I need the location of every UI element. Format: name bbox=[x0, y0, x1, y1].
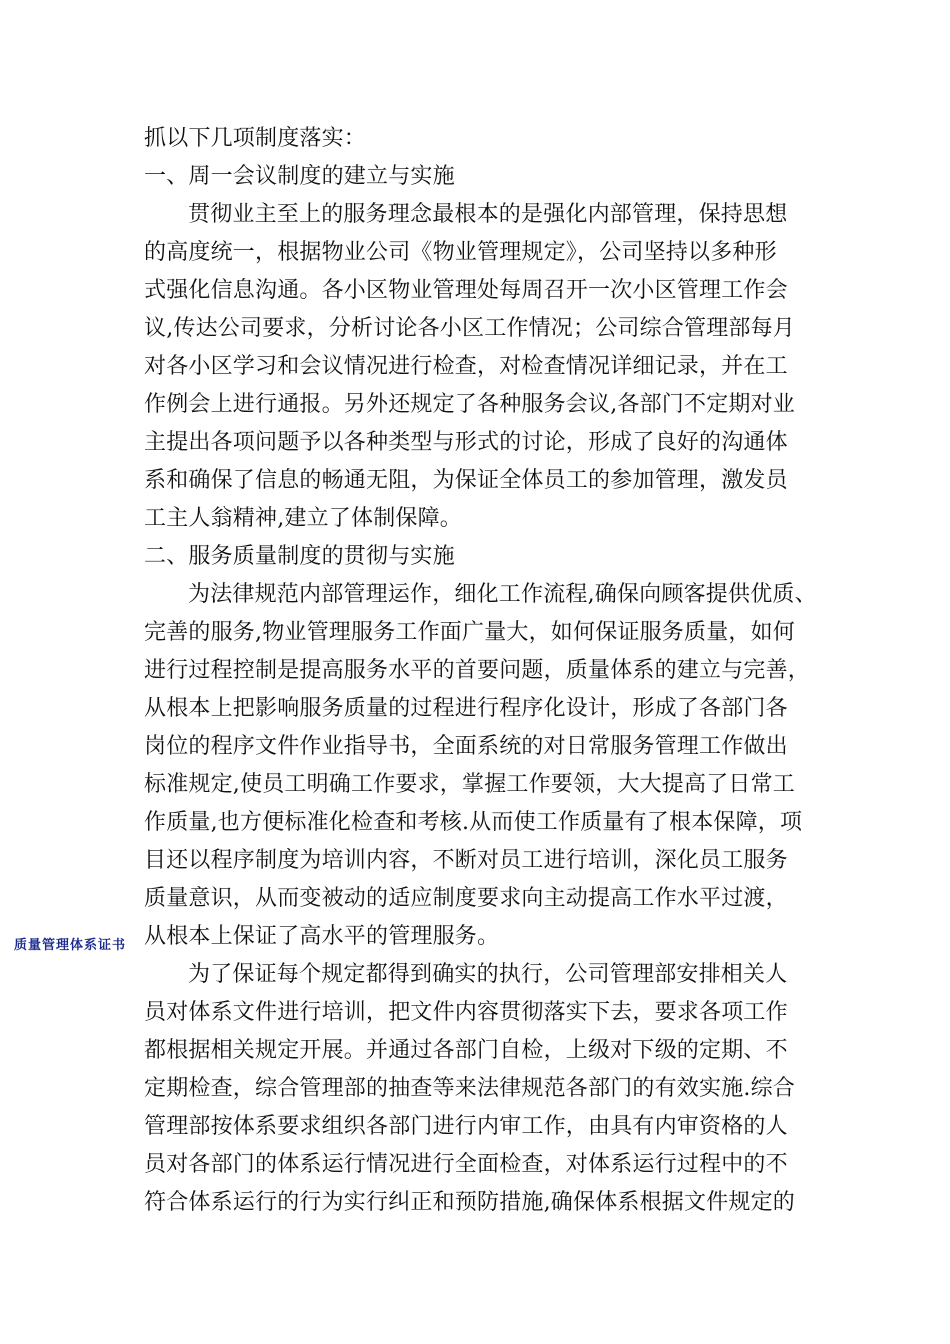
body-text-line: 标准规定,使员工明确工作要求，掌握工作要领，大大提高了日常工 bbox=[144, 772, 795, 797]
body-text-line: 对各小区学习和会议情况进行检查，对检查情况详细记录，并在工 bbox=[144, 354, 788, 379]
body-text-line: 作质量,也方便标准化检查和考核.从而使工作质量有了根本保障，项 bbox=[144, 810, 803, 835]
body-text-line: 议,传达公司要求，分析讨论各小区工作情况；公司综合管理部每月 bbox=[144, 316, 795, 341]
body-text-line: 进行过程控制是提高服务水平的首要问题，质量体系的建立与完善， bbox=[144, 658, 811, 683]
body-text-line: 员对各部门的体系运行情况进行全面检查，对体系运行过程中的不 bbox=[144, 1152, 788, 1177]
body-text-line: 质量意识，从而变被动的适应制度要求向主动提高工作水平过渡， bbox=[144, 886, 788, 911]
body-text-line: 式强化信息沟通。各小区物业管理处每周召开一次小区管理工作会 bbox=[144, 278, 788, 303]
body-text-line: 为了保证每个规定都得到确实的执行，公司管理部安排相关人 bbox=[188, 962, 788, 987]
body-text-line: 的高度统一，根据物业公司《物业管理规定》，公司坚持以多种形 bbox=[144, 240, 777, 265]
body-text-line: 作例会上进行通报。另外还规定了各种服务会议,各部门不定期对业 bbox=[144, 392, 795, 417]
section-heading: 二、服务质量制度的贯彻与实施 bbox=[144, 544, 455, 569]
body-text-line: 贯彻业主至上的服务理念最根本的是强化内部管理，保持思想 bbox=[188, 202, 788, 227]
body-text-line: 为法律规范内部管理运作，细化工作流程,确保向顾客提供优质、 bbox=[188, 582, 817, 607]
section-heading: 一、周一会议制度的建立与实施 bbox=[144, 164, 455, 189]
body-text-line: 从根本上把影响服务质量的过程进行程序化设计，形成了各部门各 bbox=[144, 696, 788, 721]
body-text-line: 岗位的程序文件作业指导书，全面系统的对日常服务管理工作做出 bbox=[144, 734, 788, 759]
body-text-line: 定期检查，综合管理部的抽查等来法律规范各部门的有效实施.综合 bbox=[144, 1076, 795, 1101]
body-text-line: 完善的服务,物业管理服务工作面广量大，如何保证服务质量，如何 bbox=[144, 620, 795, 645]
body-text-line: 工主人翁精神,建立了体制保障。 bbox=[144, 506, 462, 531]
body-text-line: 主提出各项问题予以各种类型与形式的讨论，形成了良好的沟通体 bbox=[144, 430, 788, 455]
body-text-line: 员对体系文件进行培训，把文件内容贯彻落实下去，要求各项工作 bbox=[144, 1000, 788, 1025]
body-text-line: 符合体系运行的行为实行纠正和预防措施,确保体系根据文件规定的 bbox=[144, 1190, 795, 1215]
body-text-line: 管理部按体系要求组织各部门进行内审工作，由具有内审资格的人 bbox=[144, 1114, 788, 1139]
certificate-link-label[interactable]: 质量管理体系证书 bbox=[14, 934, 130, 953]
body-text-line: 系和确保了信息的畅通无阻，为保证全体员工的参加管理，激发员 bbox=[144, 468, 788, 493]
body-text-line: 目还以程序制度为培训内容，不断对员工进行培训，深化员工服务 bbox=[144, 848, 788, 873]
body-text-line: 抓以下几项制度落实： bbox=[144, 126, 367, 151]
body-text-line: 都根据相关规定开展。并通过各部门自检，上级对下级的定期、不 bbox=[144, 1038, 788, 1063]
body-text-line: 从根本上保证了高水平的管理服务。 bbox=[144, 924, 500, 949]
